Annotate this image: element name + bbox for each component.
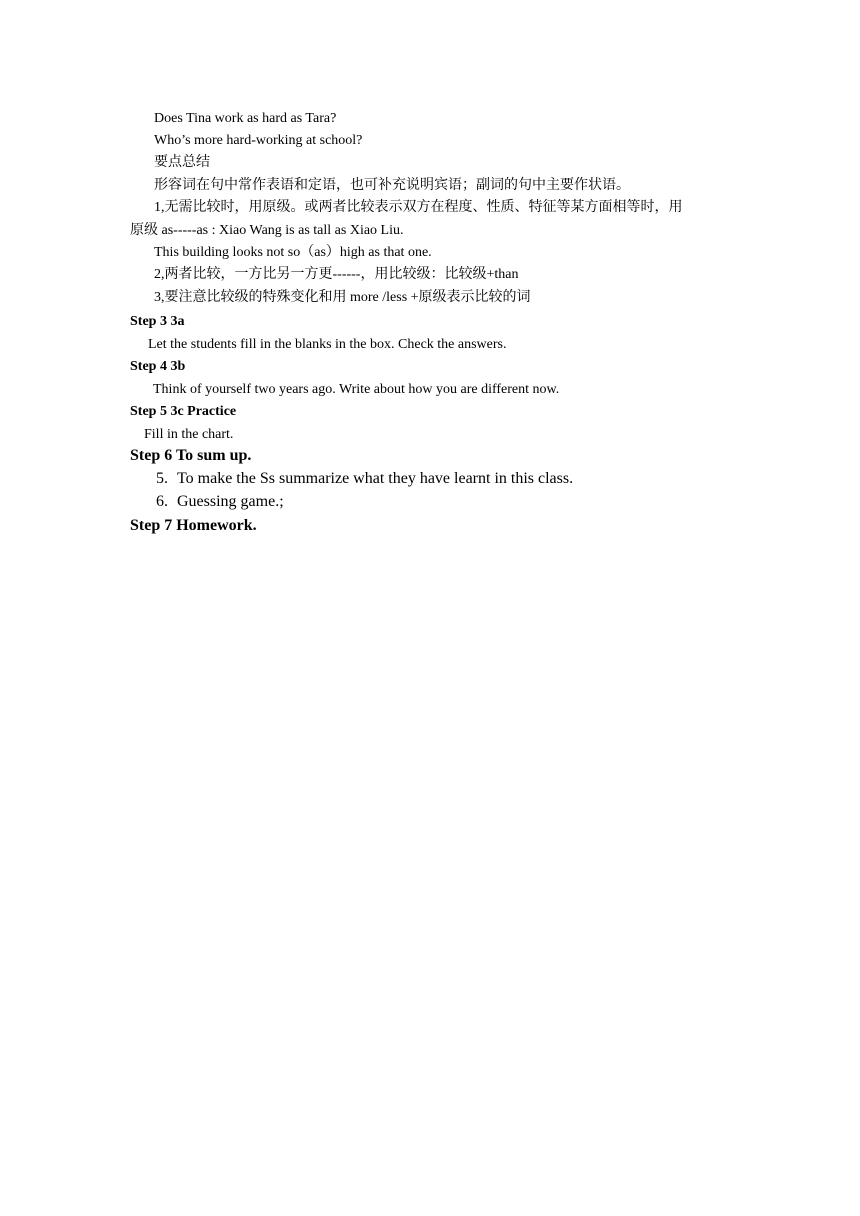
question-line-2: Who’s more hard-working at school? bbox=[154, 133, 363, 148]
list-item-number: 5. bbox=[156, 470, 168, 487]
list-item-number: 6. bbox=[156, 493, 168, 510]
question-line-1: Does Tina work as hard as Tara? bbox=[154, 111, 337, 126]
step-7-heading: Step 7 Homework. bbox=[130, 517, 257, 534]
step-4-heading: Step 4 3b bbox=[130, 359, 186, 374]
summary-title: 要点总结 bbox=[154, 155, 210, 170]
step-5-heading: Step 5 3c Practice bbox=[130, 404, 237, 419]
step-6-heading: Step 6 To sum up. bbox=[130, 447, 252, 464]
list-item bbox=[156, 469, 573, 489]
step-4-text: Think of yourself two years ago. Write about how you are different now. bbox=[153, 382, 560, 397]
step-3-heading: Step 3 3a bbox=[130, 314, 185, 329]
list-item bbox=[156, 492, 284, 512]
summary-intro: 形容词在句中常作表语和定语，也可补充说明宾语；副词的句中主要作状语。 bbox=[154, 178, 630, 193]
list-item-text: Guessing game.; bbox=[177, 493, 284, 510]
rule-3: 3,要注意比较级的特殊变化和用 more /less +原级表示比较的词 bbox=[154, 290, 531, 305]
step-3-text: Let the students fill in the blanks in the box. Check the answers. bbox=[148, 337, 507, 352]
rule-1-line-2: 原级 as-----as : Xiao Wang is as tall as Xiao Liu. bbox=[130, 223, 404, 238]
rule-2: 2,两者比较，一方比另一方更------，用比较级：比较级+than bbox=[154, 267, 519, 282]
rule-1-line-1: 1,无需比较时，用原级。或两者比较表示双方在程度、性质、特征等某方面相等时，用 bbox=[154, 200, 683, 215]
list-item-text: To make the Ss summarize what they have learnt in this class. bbox=[177, 470, 574, 487]
step-5-text: Fill in the chart. bbox=[144, 427, 234, 442]
rule-1-example: This building looks not so（as）high as that one. bbox=[154, 245, 432, 260]
